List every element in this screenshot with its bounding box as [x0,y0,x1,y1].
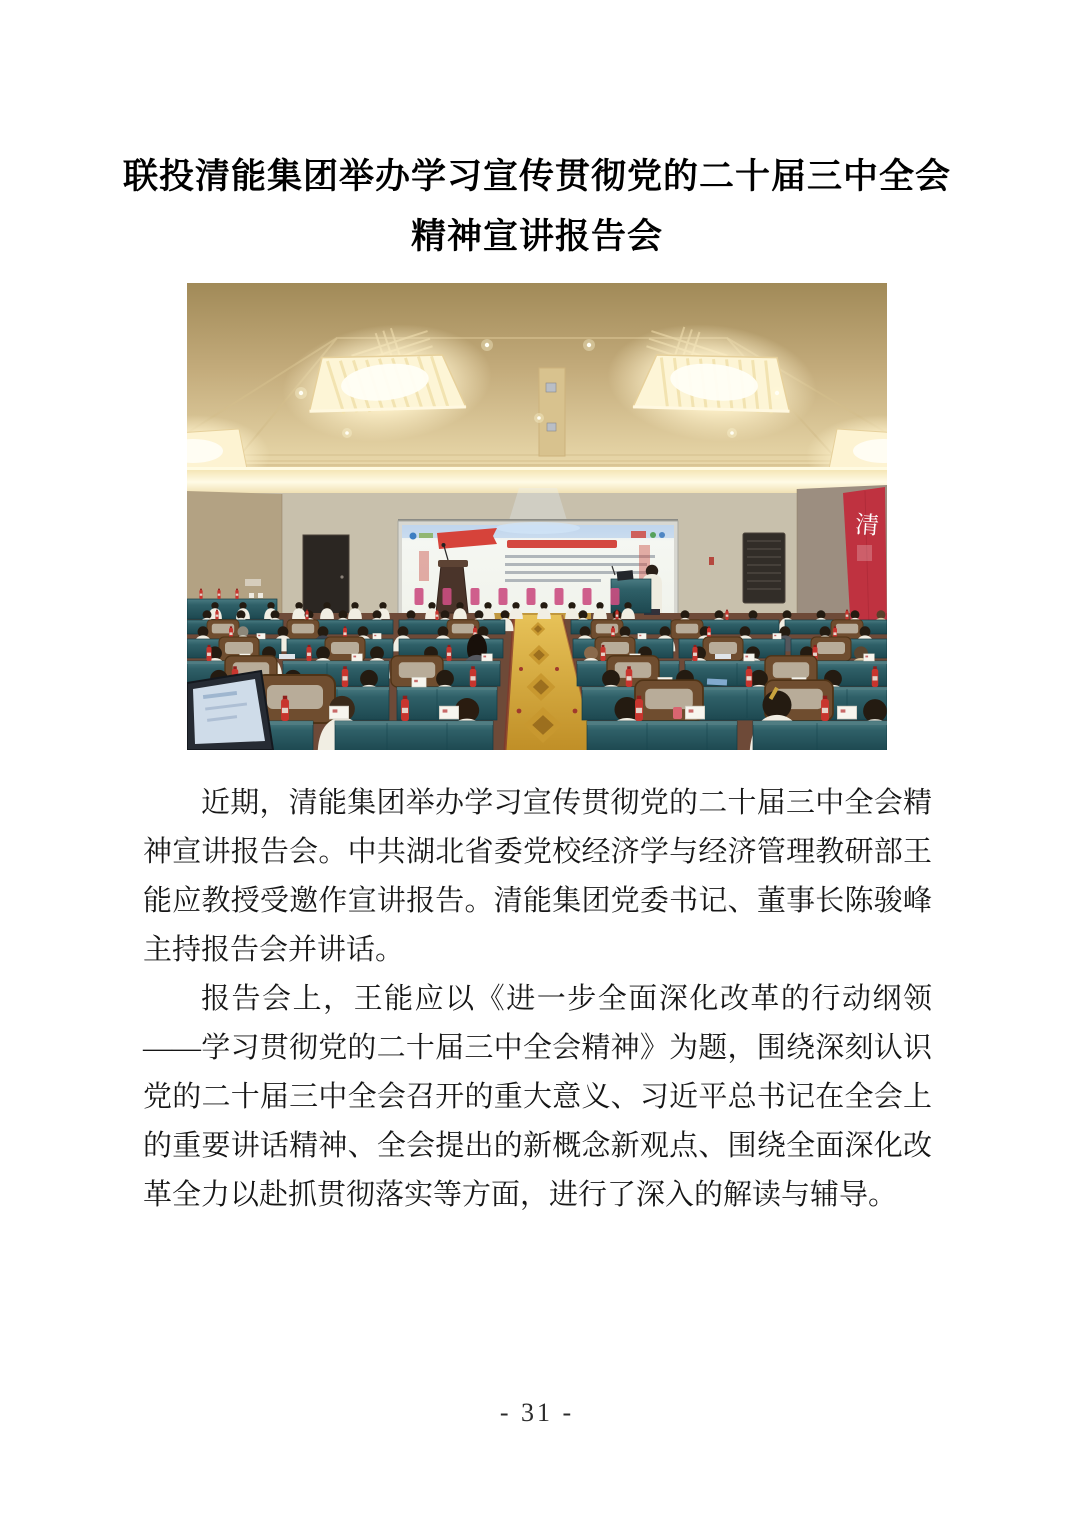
conference-photo [187,283,887,750]
paragraph: 近期，清能集团举办学习宣传贯彻党的二十届三中全会精神宣讲报告会。中共湖北省委党校经济学与经济管理教研部王能应教授受邀作宣讲报告。清能集团党委书记、董事长陈骏峰主持报告会并讲话。 [143,787,932,966]
laptop [187,671,273,750]
av-cabinet [743,533,785,603]
wall-button [709,557,714,565]
article-title [60,147,1014,267]
slide-side-caption-left [419,551,429,581]
side-table [187,599,277,619]
article-body [143,779,932,1220]
paragraph: 报告会上，王能应以《进一步全面深化改革的行动纲领——学习贯彻党的二十届三中全会精神》为题，围绕深刻认识党的二十届三中全会召开的重大意义、习近平总书记在全会上的重要讲话精神、全会提出的新概念新观点、围绕全面深化改革全力以赴抓贯彻落实等方面，进行了深入的解读与辅导。 [143,983,932,1211]
page-number: - 31 - [499,1398,575,1427]
banner-text: 清 [854,512,880,540]
slide-title-bar [507,540,617,548]
title-line-2: 精神宣讲报告会 [410,217,663,257]
title-line-1: 联投清能集团举办学习宣传贯彻党的二十届三中全会 [122,157,951,197]
pink-cup [673,707,682,719]
light-switch [245,579,261,586]
